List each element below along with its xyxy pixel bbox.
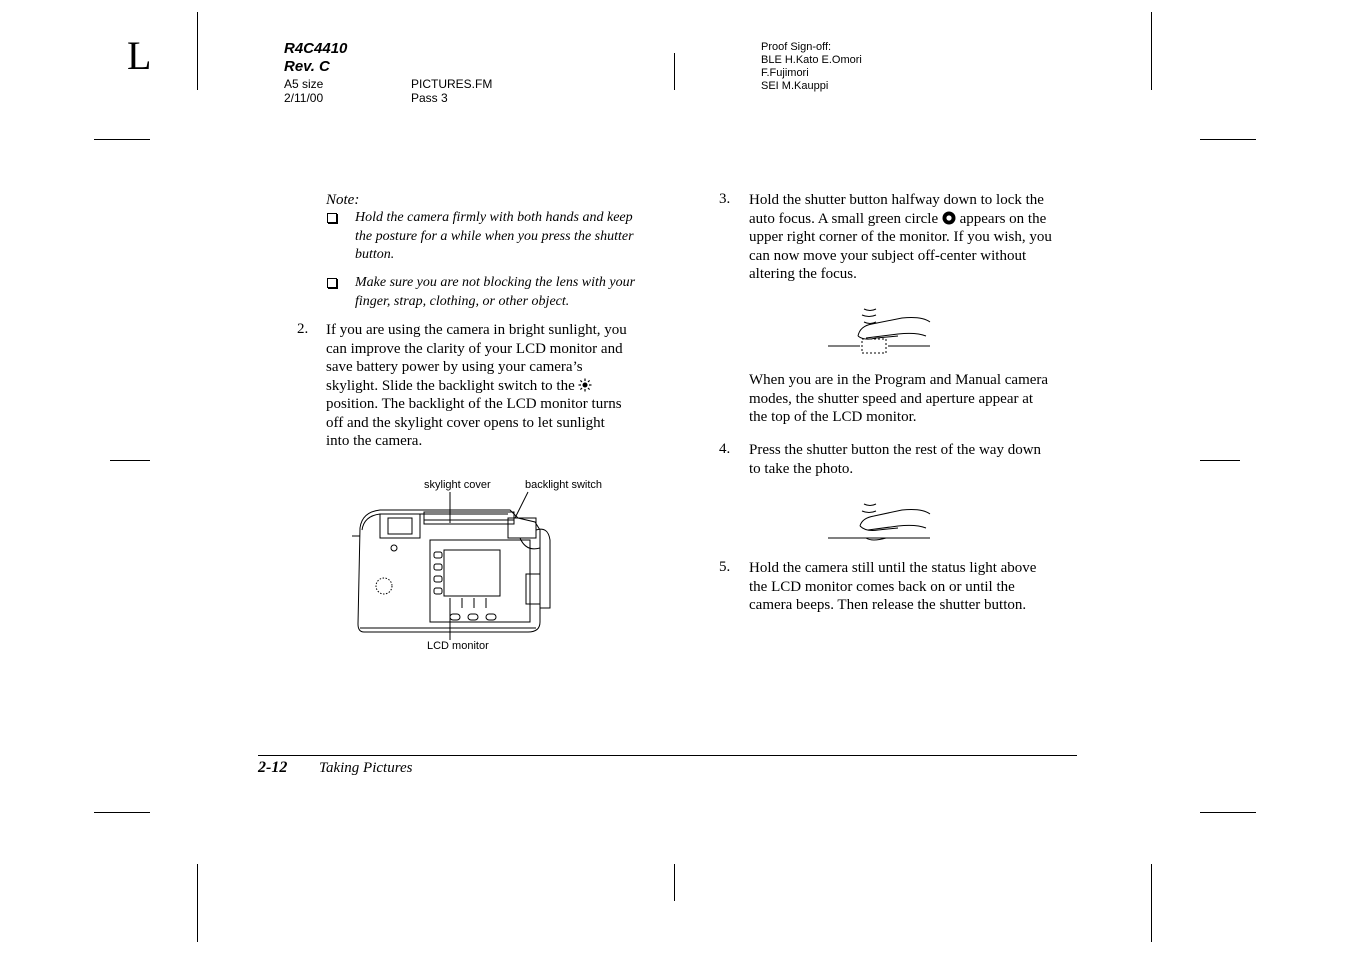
note-label: Note: bbox=[326, 192, 360, 208]
figure-label-backlight-switch: backlight switch bbox=[525, 479, 603, 491]
focus-circle-icon bbox=[942, 211, 956, 225]
signoff-line: F.Fujimori bbox=[761, 67, 809, 79]
text-line: camera beeps. Then release the shutter button. bbox=[749, 597, 1027, 613]
text-line: position. The backlight of the LCD monitor turns bbox=[326, 396, 622, 412]
bullet-checkbox-icon bbox=[327, 278, 337, 288]
crop-mark bbox=[197, 864, 198, 942]
doc-date: 2/11/00 bbox=[284, 91, 324, 105]
step5-text bbox=[749, 559, 1036, 615]
step-number: 2. bbox=[297, 321, 309, 337]
text-line: the LCD monitor comes back on or until the bbox=[749, 578, 1015, 595]
sun-icon bbox=[578, 378, 592, 392]
note-line: finger, strap, clothing, or other object. bbox=[355, 293, 570, 309]
crop-mark bbox=[1200, 460, 1240, 461]
page-number: 2-12 bbox=[258, 759, 288, 776]
crop-mark bbox=[674, 53, 675, 90]
doc-code: R4C4410 bbox=[284, 40, 348, 57]
text-line: to take the photo. bbox=[749, 460, 854, 477]
text-line: save battery power by using your camera’s bbox=[326, 359, 583, 375]
full-press-shutter-illustration bbox=[826, 500, 934, 546]
crop-mark bbox=[94, 139, 150, 140]
chapter-title: Taking Pictures bbox=[319, 760, 413, 776]
crop-mark bbox=[1200, 139, 1256, 140]
pass-number: Pass 3 bbox=[411, 91, 448, 105]
text-line: auto focus. A small green circle appears on the bbox=[749, 210, 1047, 227]
half-press-shutter-illustration bbox=[826, 306, 934, 356]
text-line: Hold the shutter button halfway down to lock the bbox=[749, 192, 1044, 208]
step3-text bbox=[749, 191, 1052, 284]
text-line: into the camera. bbox=[326, 433, 423, 449]
crop-mark bbox=[1151, 864, 1152, 942]
signoff-block bbox=[761, 41, 862, 93]
step-number: 4. bbox=[719, 441, 731, 457]
text-line: upper right corner of the monitor. If you wish, you bbox=[749, 229, 1052, 245]
note-line: the posture for a while when you press the shutter bbox=[355, 228, 634, 244]
step4-text bbox=[749, 441, 1041, 478]
note-line: Make sure you are not blocking the lens with your bbox=[355, 275, 636, 290]
text-line: the top of the LCD monitor. bbox=[749, 409, 917, 425]
text-line: If you are using the camera in bright sunlight, you bbox=[326, 322, 627, 338]
figure-label-lcd-monitor: LCD monitor bbox=[427, 640, 489, 652]
crop-mark bbox=[1151, 12, 1152, 90]
text-line: can improve the clarity of your LCD monitor and bbox=[326, 340, 623, 357]
crop-mark bbox=[1200, 812, 1256, 813]
crop-mark bbox=[674, 864, 675, 901]
figure-label-skylight-cover: skylight cover bbox=[424, 479, 491, 491]
text-line: off and the skylight cover opens to let sunlight bbox=[326, 414, 605, 431]
page-size: A5 size bbox=[284, 77, 324, 91]
text-line: altering the focus. bbox=[749, 266, 857, 282]
signoff-line: Proof Sign-off: bbox=[761, 41, 832, 53]
crop-mark bbox=[94, 812, 150, 813]
camera-back-illustration bbox=[350, 490, 560, 640]
step-number: 5. bbox=[719, 559, 731, 575]
bullet-checkbox-icon bbox=[327, 213, 337, 223]
crop-mark bbox=[110, 460, 150, 461]
text-line: Hold the camera still until the status light above bbox=[749, 560, 1037, 576]
revision: Rev. C bbox=[284, 58, 330, 75]
text-line: modes, the shutter speed and aperture appear at bbox=[749, 390, 1034, 407]
footer-rule bbox=[258, 755, 1077, 756]
file-name: PICTURES.FM bbox=[411, 77, 493, 91]
text-line: When you are in the Program and Manual camera bbox=[749, 372, 1049, 388]
crop-mark bbox=[197, 12, 198, 90]
note-bullet bbox=[355, 274, 635, 311]
note-line: button. bbox=[355, 247, 395, 262]
text-line: Press the shutter button the rest of the way down bbox=[749, 442, 1042, 458]
mode-paragraph bbox=[749, 371, 1048, 427]
text-line: skylight. Slide the backlight switch to the bbox=[326, 377, 627, 396]
signoff-line: BLE H.Kato E.Omori bbox=[761, 54, 862, 66]
note-bullet bbox=[355, 209, 634, 265]
step2-text bbox=[326, 321, 627, 451]
text-line: can now move your subject off-center without bbox=[749, 247, 1027, 264]
step-number: 3. bbox=[719, 191, 731, 207]
note-line: Hold the camera firmly with both hands and keep bbox=[355, 210, 633, 225]
signoff-line: SEI M.Kauppi bbox=[761, 80, 829, 92]
side-letter: L bbox=[127, 33, 152, 78]
